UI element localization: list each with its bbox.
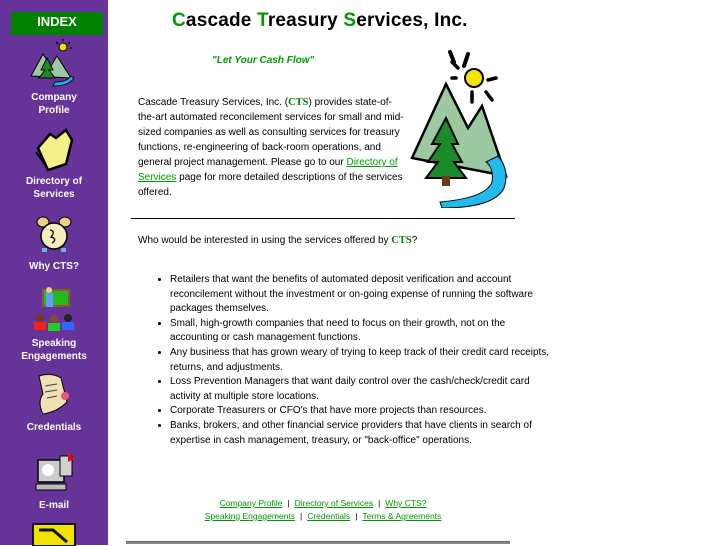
sidebar <box>0 0 108 545</box>
sidebar-item-directory-of-services[interactable] <box>0 126 108 202</box>
cts-abbrev: CTS <box>288 97 309 108</box>
computer-mailbox-icon <box>30 450 78 496</box>
list-item: • Small, high-growth companies that need to focus on their growth, not on the accounting or cash management functions. <box>170 317 550 346</box>
list-item: • Loss Prevention Managers that want daily control over the cash/check/credit card activity at multiple store locations. <box>170 375 550 404</box>
audience-list <box>141 273 550 448</box>
footer-link-terms-agreements[interactable]: Terms & Agreements <box>362 511 442 521</box>
sidebar-item-label: E-mail <box>38 500 69 511</box>
divider <box>126 541 510 544</box>
page-title: Cascade Treasury Services, Inc. <box>172 10 468 31</box>
sidebar-item-speaking-engagements[interactable] <box>0 284 108 364</box>
mountain-sun-icon <box>27 38 81 88</box>
sidebar-item-label: Speaking <box>31 338 77 349</box>
sidebar-item-label: Credentials <box>26 422 82 433</box>
footer-link-why-cts[interactable]: Why CTS? <box>385 498 427 508</box>
directory-of-services-link[interactable]: Directory of Services <box>138 157 398 183</box>
sidebar-item-label: Company <box>31 92 77 103</box>
sidebar-item-label: Profile <box>38 105 70 116</box>
sidebar-item-credentials[interactable] <box>0 372 108 435</box>
document-icon <box>31 522 77 546</box>
footer-link-speaking-engagements[interactable]: Speaking Engagements <box>204 511 295 521</box>
list-item: • Corporate Treasurers or CFO's that have more projects than resources. <box>170 404 550 419</box>
presenter-icon <box>29 284 79 334</box>
divider <box>131 218 515 219</box>
list-item: • Banks, brokers, and other financial service providers that have clients in search of expertise in cash management, treasury, or "back-office" operations. <box>170 419 550 448</box>
sidebar-item-label: Directory of <box>25 176 83 187</box>
list-item: • Retailers that want the benefits of automated deposit verification and account reconcilement without the investment or on-going expense of running the software packages themselves. <box>170 273 550 317</box>
footer-link-credentials[interactable]: Credentials <box>307 511 351 521</box>
question-text: Who would be interested in using the services offered by CTS? <box>138 235 418 246</box>
footer-link-directory-of-services[interactable]: Directory of Services <box>294 498 374 508</box>
scroll-icon <box>31 372 77 418</box>
footer-link-company-profile[interactable]: Company Profile <box>219 498 283 508</box>
intro-paragraph: Cascade Treasury Services, Inc. (CTS) provides state-of-the-art automated reconcilement services for small and mid-sized companies as well as consulting services for treasury functions, re-engineering of back-room operations, and general project management. Please go to our Directory of Services page for more detailed descriptions of the services offered. <box>138 97 404 198</box>
sidebar-item-e-mail[interactable] <box>0 450 108 513</box>
main-content <box>108 0 727 545</box>
sidebar-item-why-cts[interactable] <box>0 213 108 274</box>
sidebar-item-label: Engagements <box>21 351 87 362</box>
index-badge: INDEX <box>11 12 103 35</box>
folder-icon <box>32 126 76 172</box>
sidebar-item-documents[interactable] <box>0 522 108 546</box>
sidebar-item-company-profile[interactable] <box>0 38 108 118</box>
tagline: "Let Your Cash Flow" <box>212 55 315 66</box>
footer-nav: Company Profile | Directory of Services | Why CTS? Speaking Engagements | Credentials | Terms & Agreements <box>204 498 442 521</box>
alarm-clock-icon <box>32 213 76 257</box>
mountain-sun-logo-icon <box>406 48 516 208</box>
list-item: • Any business that has grown weary of trying to keep track of their credit card receipts, returns, and adjustments. <box>170 346 550 375</box>
sidebar-item-label: Why CTS? <box>29 261 79 272</box>
sidebar-item-label: Services <box>33 189 75 200</box>
